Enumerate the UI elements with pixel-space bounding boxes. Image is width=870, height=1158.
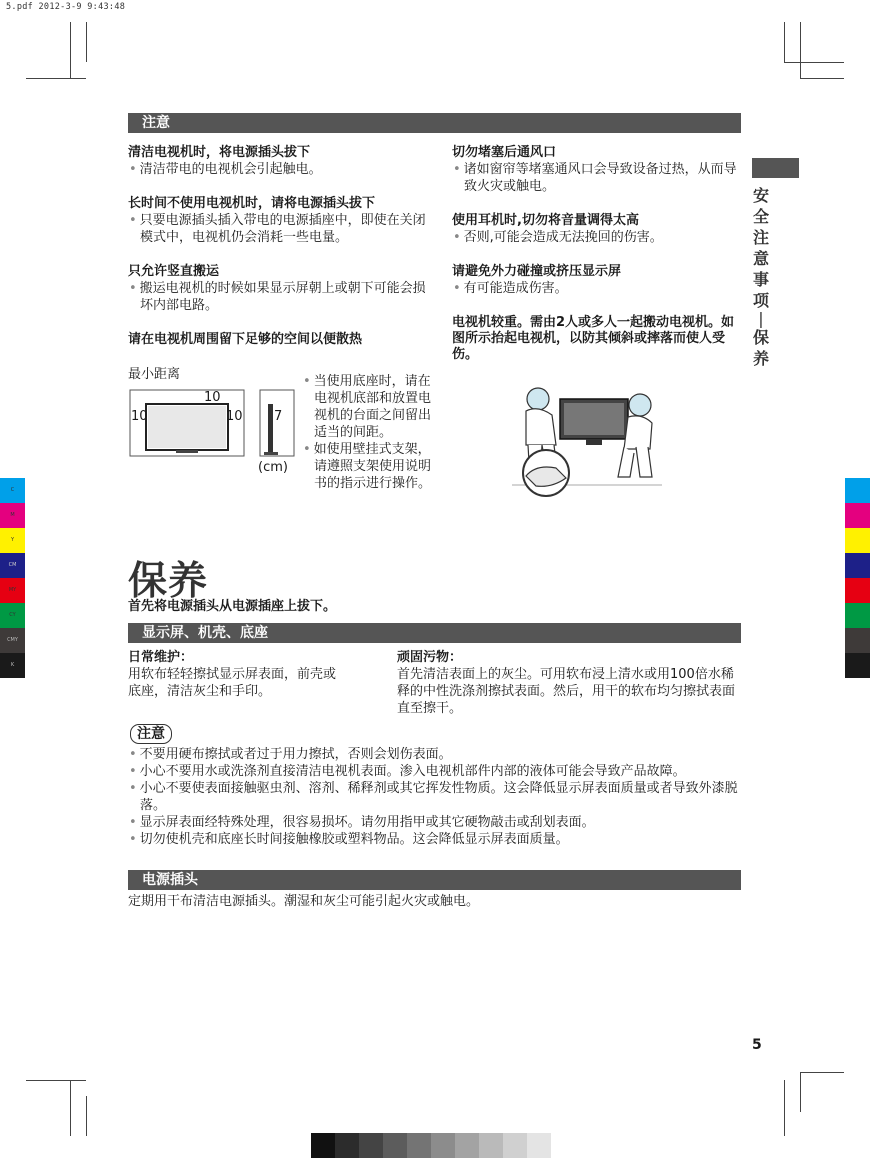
page-number: 5 [752,1037,762,1053]
clearance-notes [302,373,434,492]
sidebar-section-label [752,185,770,369]
swatch-darkgray [845,628,870,653]
clearance-unit: (cm) [258,460,288,475]
hand-detail-illustration [516,448,578,498]
power-plug-text: 定期用干布清洁电源插头。潮湿和灰尘可能引起火灾或触电。 [128,894,480,909]
caution-right-column [452,145,737,363]
file-header: 5.pdf 2012-3-9 9:43:48 [6,2,126,12]
maintenance-title: 保养 [128,559,209,604]
swatch-yellow: Y [0,528,25,553]
section-header-screen-cabinet: 显示屏、机壳、底座 [128,623,741,643]
clearance-back: 7 [274,409,283,424]
note-item: • 小心不要用水或洗涤剂直接清洁电视机表面。渗入电视机部件内部的液体可能会导致产品故障。 [128,763,740,780]
maintenance-notes [128,746,740,848]
swatch-yellow [845,528,870,553]
daily-care-text: 用软布轻轻擦拭显示屏表面，前壳或底座，清洁灰尘和手印。 [128,667,337,699]
caution-title: 请在电视机周围留下足够的空间以便散热 [128,332,363,347]
min-distance-label: 最小距离 [128,367,181,382]
swatch-red [845,578,870,603]
stubborn-dirt-text: 首先清洁表面上的灰尘。可用软布浸上清水或用100倍水稀释的中性洗涤剂擦拭表面。然后，用干的软布均匀擦拭表面直至擦干。 [397,667,736,716]
caution-text: • 只要电源插头插入带电的电源插座中，即使在关闭模式中，电视机仍会消耗一些电量。 [128,212,433,246]
daily-care-title: 日常维护： [128,650,194,665]
clearance-note: • 如使用壁挂式支架，请遵照支架使用说明书的指示进行操作。 [302,441,434,492]
section-header-power-plug: 电源插头 [128,870,741,890]
maintenance-intro: 首先将电源插头从电源插座上拔下。 [128,599,337,614]
note-item: • 切勿使机壳和底座长时间接触橡胶或塑料物品。这会降低显示屏表面质量。 [128,831,740,848]
swatch-darkgray: CMY [0,628,25,653]
clearance-note: • 当使用底座时，请在电视机底部和放置电视机的台面之间留出适当的间距。 [302,373,434,441]
caution-text: • 搬运电视机的时候如果显示屏朝上或朝下可能会损坏内部电路。 [128,280,433,314]
caution-header: 注意 [128,113,741,133]
swatch-green: CY [0,603,25,628]
clearance-left: 10 [131,409,148,424]
stubborn-dirt-title: 顽固污物： [397,650,463,665]
swatch-cyan [845,478,870,503]
caution-title: 清洁电视机时，将电源插头拔下 [128,145,311,160]
swatch-black [845,653,870,678]
swatch-red: MY [0,578,25,603]
note-item: • 不要用硬布擦拭或者过于用力擦拭，否则会划伤表面。 [128,746,740,763]
swatch-green [845,603,870,628]
caution-text: • 诸如窗帘等堵塞通风口会导致设备过热，从而导致火灾或触电。 [452,161,737,195]
caution-title: 长时间不使用电视机时，请将电源插头拔下 [128,196,376,211]
caution-text: • 清洁带电的电视机会引起触电。 [128,161,433,178]
stubborn-dirt-block [397,650,740,717]
caution-title: 切勿堵塞后通风口 [452,145,557,160]
swatch-blue [845,553,870,578]
sidebar-text: 安全注意事项 [752,186,769,310]
clearance-top: 10 [204,390,221,405]
caution-text: • 有可能造成伤害。 [452,280,737,297]
sidebar-text-2: 保养 [752,328,769,368]
swatch-magenta [845,503,870,528]
caution-left-column [128,145,433,348]
swatch-blue: CM [0,553,25,578]
clearance-right: 10 [226,409,243,424]
note-label: 注意 [130,724,172,744]
note-item: • 显示屏表面经特殊处理，很容易损坏。请勿用指甲或其它硬物敲击或刮划表面。 [128,814,740,831]
caution-title: 只允许竖直搬运 [128,264,220,279]
caution-title: 电视机较重。需由2人或多人一起搬动电视机。如图所示抬起电视机，以防其倾斜或摔落而使人受伤。 [452,315,735,362]
sidebar-separator: | [758,309,764,328]
caution-text: • 否则,可能会造成无法挽回的伤害。 [452,229,737,246]
sidebar-tab [752,158,799,178]
daily-care-block [128,650,343,700]
swatch-cyan: C [0,478,25,503]
caution-title: 请避免外力碰撞或挤压显示屏 [452,264,622,279]
caution-title: 使用耳机时,切勿将音量调得太高 [452,213,639,228]
note-item: • 小心不要使表面接触驱虫剂、溶剂、稀释剂或其它挥发性物质。这会降低显示屏表面质量或者导致外漆脱落。 [128,780,740,814]
swatch-black: K [0,653,25,678]
swatch-magenta: M [0,503,25,528]
